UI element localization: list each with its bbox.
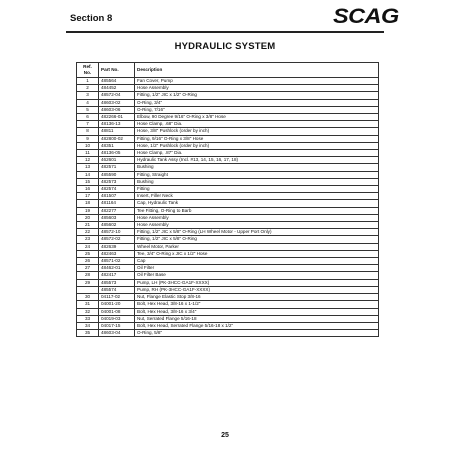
ref-no-cell: 32 bbox=[77, 308, 99, 315]
ref-no-cell: 35 bbox=[77, 330, 99, 337]
description-cell: O-Ring, 7/16" bbox=[135, 106, 379, 113]
ref-no-cell: 33 bbox=[77, 315, 99, 322]
description-cell: Hose Assembly bbox=[135, 85, 379, 92]
ref-no-cell: 31 bbox=[77, 301, 99, 308]
part-no-cell: 485603 bbox=[99, 214, 135, 221]
part-no-cell: 48603-04 bbox=[99, 330, 135, 337]
ref-no-cell: 6 bbox=[77, 114, 99, 121]
part-no-cell: 04017-15 bbox=[99, 322, 135, 329]
table-row bbox=[77, 106, 379, 113]
description-cell: Oil Filter Base bbox=[135, 272, 379, 279]
ref-no-cell: 3 bbox=[77, 92, 99, 99]
part-no-cell: 482277 bbox=[99, 207, 135, 214]
part-no-cell: 482417 bbox=[99, 272, 135, 279]
ref-no-cell: 10 bbox=[77, 142, 99, 149]
table-row bbox=[77, 99, 379, 106]
table-row bbox=[77, 286, 379, 293]
part-no-cell: 48572-10 bbox=[99, 229, 135, 236]
ref-no-cell: 18 bbox=[77, 200, 99, 207]
column-header-ref bbox=[77, 63, 99, 78]
ref-no-cell: 9 bbox=[77, 135, 99, 142]
description-cell: Hose Clamp, .87" Dia. bbox=[135, 150, 379, 157]
ref-no-cell: 11 bbox=[77, 150, 99, 157]
ref-no-cell: 2 bbox=[77, 85, 99, 92]
section-label: Section 8 bbox=[70, 13, 113, 24]
table-row bbox=[77, 279, 379, 286]
table-row bbox=[77, 222, 379, 229]
table-row bbox=[77, 121, 379, 128]
table-row bbox=[77, 85, 379, 92]
header-ref-line2: No. bbox=[83, 70, 92, 75]
description-cell: Bolt, Hex Head, Serrated Flange 5/16-18 x 1/2" bbox=[135, 322, 379, 329]
part-no-cell: 04001-08 bbox=[99, 308, 135, 315]
part-no-cell: 481507 bbox=[99, 193, 135, 200]
table-row bbox=[77, 272, 379, 279]
description-cell: Wheel Motor, Parker bbox=[135, 243, 379, 250]
part-no-cell: 04019-03 bbox=[99, 315, 135, 322]
table-row bbox=[77, 229, 379, 236]
column-header-description: Description bbox=[135, 63, 379, 78]
description-cell: Cap bbox=[135, 258, 379, 265]
part-no-cell: 481164 bbox=[99, 200, 135, 207]
description-cell: Elbow, 90 Degree 9/16" O-Ring x 3/8" Hose bbox=[135, 114, 379, 121]
description-cell: Pump, RH (PK-3HCC-GA1F-XXXX) bbox=[135, 286, 379, 293]
description-cell: Nut, Serrated Flange 5/16-18 bbox=[135, 315, 379, 322]
part-no-cell: 485573 bbox=[99, 279, 135, 286]
description-cell: Fitting, 1/2" JIC x 5/8" O-Ring (LH Wheel Motor - Upper Port Only) bbox=[135, 229, 379, 236]
header-ref-line1: Ref. bbox=[83, 64, 92, 69]
table-row bbox=[77, 164, 379, 171]
ref-no-cell bbox=[77, 286, 99, 293]
description-cell: Hose, 1/2" Pushlock (order by inch) bbox=[135, 142, 379, 149]
table-row bbox=[77, 207, 379, 214]
table-row bbox=[77, 200, 379, 207]
description-cell: Bushing bbox=[135, 164, 379, 171]
table-row bbox=[77, 301, 379, 308]
description-cell: Fitting, 1/2" JIC x 1/2" O-Ring bbox=[135, 92, 379, 99]
table-row bbox=[77, 308, 379, 315]
description-cell: Hose Assembly bbox=[135, 222, 379, 229]
description-cell: Fitting, 9/16" O-Ring x 3/8" Hose bbox=[135, 135, 379, 142]
part-no-cell: 48571-02 bbox=[99, 258, 135, 265]
ref-no-cell: 21 bbox=[77, 222, 99, 229]
description-cell: Hydraulic Tank Assy (Incl. #13, 14, 15, 16, 17, 18) bbox=[135, 157, 379, 164]
ref-no-cell: 25 bbox=[77, 250, 99, 257]
part-no-cell: 462601 bbox=[99, 157, 135, 164]
parts-table bbox=[76, 62, 379, 337]
ref-no-cell: 8 bbox=[77, 128, 99, 135]
description-cell: Fan Cover, Pump bbox=[135, 78, 379, 85]
description-cell: Hose Clamp, .68" Dia. bbox=[135, 121, 379, 128]
part-no-cell: 48572-04 bbox=[99, 92, 135, 99]
ref-no-cell: 24 bbox=[77, 243, 99, 250]
description-cell: Pump, LH (PK-3HCC-GA1F-XXXX) bbox=[135, 279, 379, 286]
ref-no-cell: 17 bbox=[77, 193, 99, 200]
page-number: 25 bbox=[221, 432, 229, 439]
page-title: HYDRAULIC SYSTEM bbox=[174, 41, 276, 52]
part-no-cell: 48136-05 bbox=[99, 150, 135, 157]
part-no-cell: 482800-02 bbox=[99, 135, 135, 142]
description-cell: Hose Assembly bbox=[135, 214, 379, 221]
description-cell: Tee, 3/4" O-Ring x JIC x 1/2" Hose bbox=[135, 250, 379, 257]
description-cell: Insert, Filler Neck bbox=[135, 193, 379, 200]
ref-no-cell: 7 bbox=[77, 121, 99, 128]
table-row bbox=[77, 178, 379, 185]
part-no-cell: 485564 bbox=[99, 78, 135, 85]
part-no-cell: 482266-01 bbox=[99, 114, 135, 121]
ref-no-cell: 4 bbox=[77, 99, 99, 106]
part-no-cell: 482573 bbox=[99, 178, 135, 185]
ref-no-cell: 30 bbox=[77, 294, 99, 301]
part-no-cell: 48136-13 bbox=[99, 121, 135, 128]
ref-no-cell: 28 bbox=[77, 272, 99, 279]
ref-no-cell: 12 bbox=[77, 157, 99, 164]
part-no-cell: 484452 bbox=[99, 85, 135, 92]
ref-no-cell: 15 bbox=[77, 178, 99, 185]
part-no-cell: 482463 bbox=[99, 250, 135, 257]
part-no-cell: 485590 bbox=[99, 171, 135, 178]
table-row bbox=[77, 186, 379, 193]
description-cell: Fitting bbox=[135, 186, 379, 193]
description-cell: Cap, Hydraulic Tank bbox=[135, 200, 379, 207]
part-no-cell: 485574 bbox=[99, 286, 135, 293]
table-row bbox=[77, 135, 379, 142]
ref-no-cell: 20 bbox=[77, 214, 99, 221]
part-no-cell: 04001-20 bbox=[99, 301, 135, 308]
table-row bbox=[77, 214, 379, 221]
table-row bbox=[77, 157, 379, 164]
part-no-cell: 48572-02 bbox=[99, 236, 135, 243]
header-divider bbox=[66, 31, 384, 33]
table-row bbox=[77, 78, 379, 85]
description-cell: Fitting, 1/2" JIC x 5/8" O-Ring bbox=[135, 236, 379, 243]
table-row bbox=[77, 150, 379, 157]
table-row bbox=[77, 92, 379, 99]
table-row bbox=[77, 322, 379, 329]
part-no-cell: 485602 bbox=[99, 222, 135, 229]
ref-no-cell: 27 bbox=[77, 265, 99, 272]
table-row bbox=[77, 128, 379, 135]
ref-no-cell: 29 bbox=[77, 279, 99, 286]
table-row bbox=[77, 236, 379, 243]
table-row bbox=[77, 193, 379, 200]
description-cell: Bolt, Hex Head, 3/8-16 x 1-1/2" bbox=[135, 301, 379, 308]
ref-no-cell: 26 bbox=[77, 258, 99, 265]
part-no-cell: 48603-06 bbox=[99, 106, 135, 113]
column-header-part-no: Part No. bbox=[99, 63, 135, 78]
part-no-cell: 48603-02 bbox=[99, 99, 135, 106]
table-row bbox=[77, 330, 379, 337]
description-cell: Hose, 3/8" Pushlock (order by inch) bbox=[135, 128, 379, 135]
description-cell: Nut, Flange Elastic Stop 3/8-16 bbox=[135, 294, 379, 301]
table-row bbox=[77, 265, 379, 272]
ref-no-cell: 22 bbox=[77, 229, 99, 236]
table-row bbox=[77, 142, 379, 149]
part-no-cell: 48351 bbox=[99, 142, 135, 149]
description-cell: Bolt, Hex Head, 3/8-16 x 3/4" bbox=[135, 308, 379, 315]
ref-no-cell: 19 bbox=[77, 207, 99, 214]
part-no-cell: 482571 bbox=[99, 164, 135, 171]
description-cell: Tee Fitting, O-Ring to Barb bbox=[135, 207, 379, 214]
part-no-cell: 482574 bbox=[99, 186, 135, 193]
ref-no-cell: 1 bbox=[77, 78, 99, 85]
ref-no-cell: 23 bbox=[77, 236, 99, 243]
description-cell: Oil Filter bbox=[135, 265, 379, 272]
table-row bbox=[77, 243, 379, 250]
table-row bbox=[77, 258, 379, 265]
part-no-cell: 48462-01 bbox=[99, 265, 135, 272]
description-cell: O-Ring, 3/4" bbox=[135, 99, 379, 106]
table-row bbox=[77, 171, 379, 178]
table-row bbox=[77, 114, 379, 121]
scag-logo: SCAG bbox=[333, 5, 399, 28]
table-row bbox=[77, 315, 379, 322]
table-header-row bbox=[77, 63, 379, 78]
table-row bbox=[77, 294, 379, 301]
description-cell: Fitting, Straight bbox=[135, 171, 379, 178]
part-no-cell: 04117-02 bbox=[99, 294, 135, 301]
description-cell: Bushing bbox=[135, 178, 379, 185]
ref-no-cell: 5 bbox=[77, 106, 99, 113]
description-cell: O-Ring, 5/8" bbox=[135, 330, 379, 337]
part-no-cell: 482639 bbox=[99, 243, 135, 250]
ref-no-cell: 16 bbox=[77, 186, 99, 193]
ref-no-cell: 14 bbox=[77, 171, 99, 178]
table-row bbox=[77, 250, 379, 257]
part-no-cell: 48811 bbox=[99, 128, 135, 135]
ref-no-cell: 13 bbox=[77, 164, 99, 171]
ref-no-cell: 34 bbox=[77, 322, 99, 329]
